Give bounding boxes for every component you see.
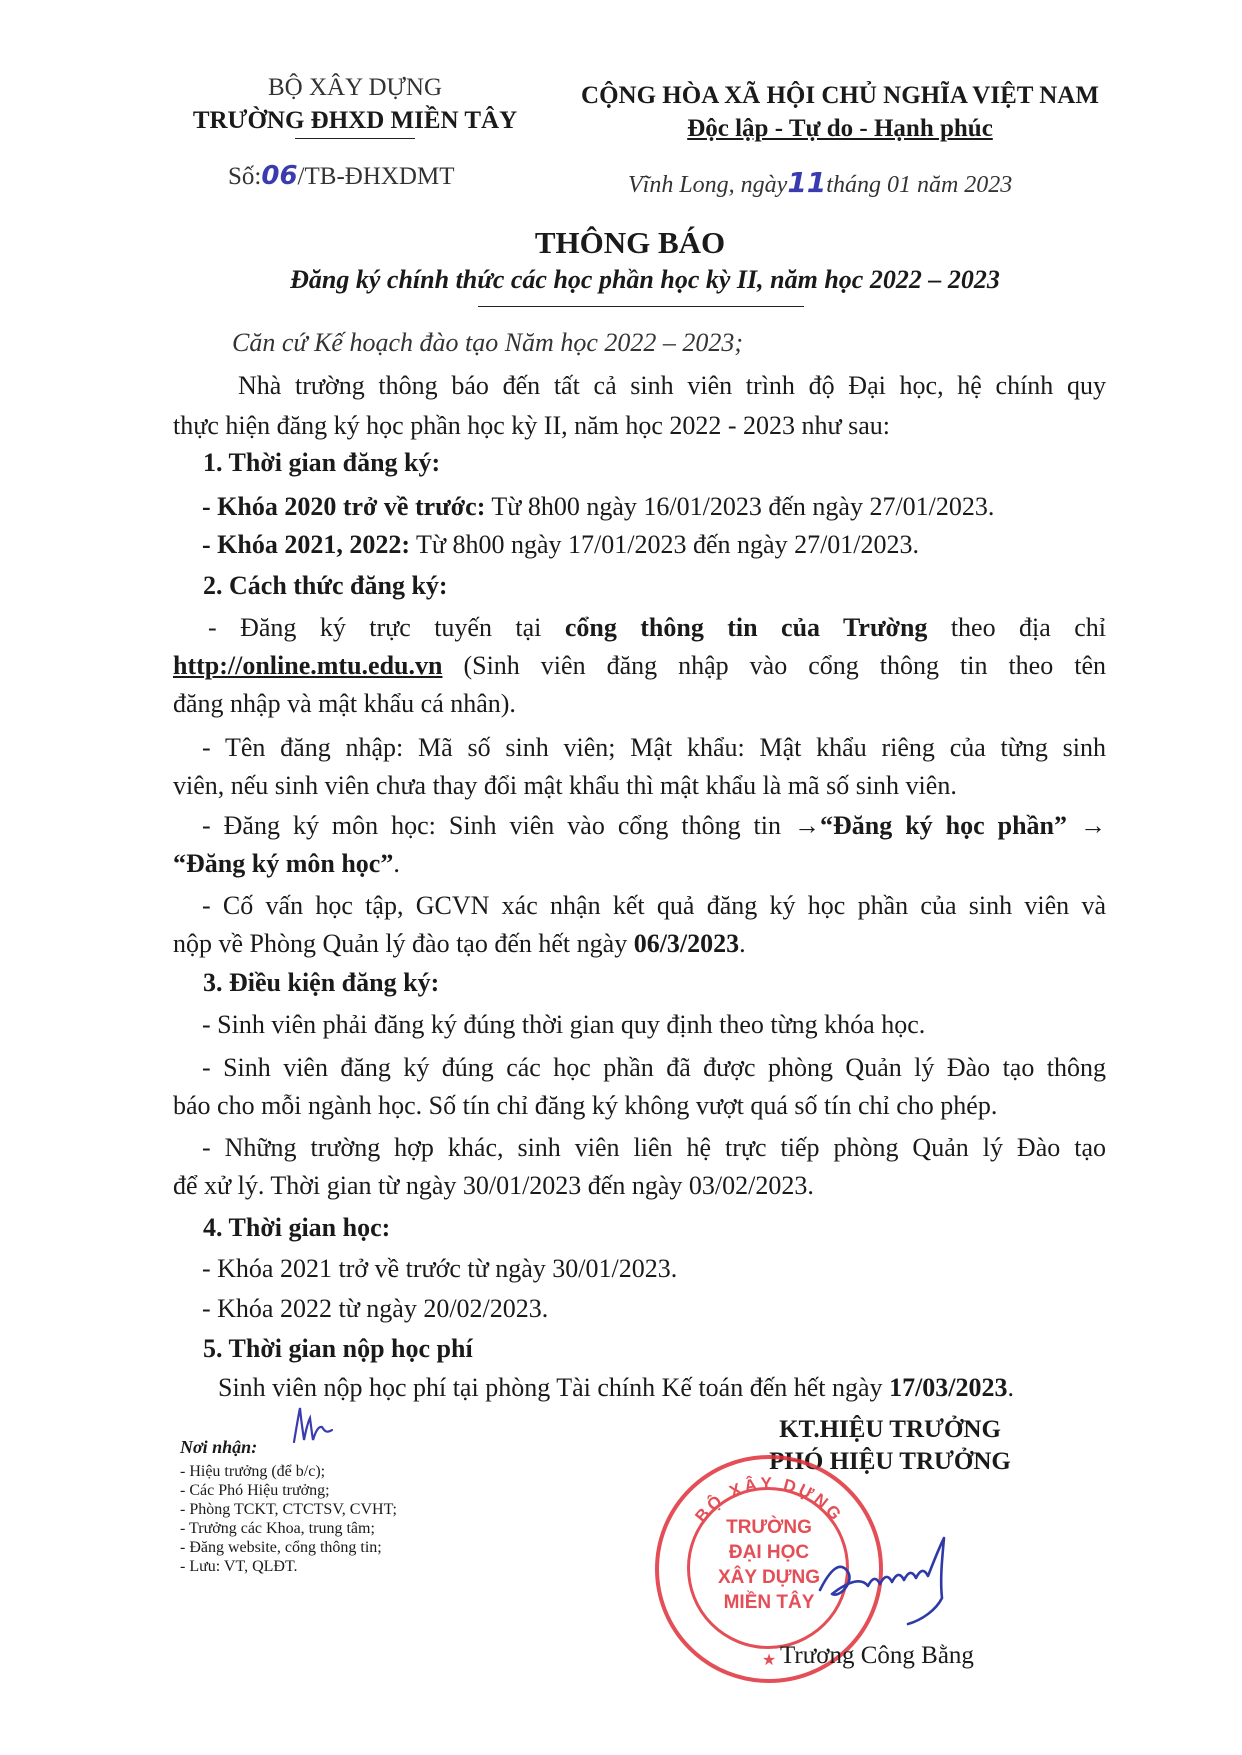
stamp-text: TRƯỜNG ĐẠI HỌC XÂY DỰNG MIỀN TÂY: [718, 1517, 820, 1613]
section-3-item-a: - Sinh viên phải đăng ký đúng thời gian quy định theo từng khóa học.: [202, 1010, 926, 1039]
section-2-item-b-line-1: - Tên đăng nhập: Mã số sinh viên; Mật khẩu: Mật khẩu riêng của từng sinh: [202, 733, 1106, 762]
intro-line-2: thực hiện đăng ký học phần học kỳ II, năm học 2022 - 2023 như sau:: [173, 411, 891, 440]
section-1-item-b: - Khóa 2021, 2022: Từ 8h00 ngày 17/01/2023 đến ngày 27/01/2023.: [202, 530, 920, 559]
section-4-heading: 4. Thời gian học:: [203, 1213, 391, 1242]
recipient-item: - Các Phó Hiệu trưởng;: [180, 1482, 330, 1499]
header-left-underline: [295, 138, 415, 139]
stamp-ring-top: BỘ XÂY DỰNG: [691, 1473, 847, 1526]
handwritten-signature: [810, 1520, 990, 1640]
section-1-heading: 1. Thời gian đăng ký:: [203, 448, 441, 477]
section-2-item-c-line-2: “Đăng ký môn học”.: [173, 849, 400, 878]
stamp-star-icon: ★: [761, 1652, 777, 1669]
school-name: TRƯỜNG ĐHXD MIỀN TÂY: [192, 107, 518, 134]
title-divider: [478, 306, 804, 307]
recipient-item: - Phòng TCKT, CTCTSV, CVHT;: [180, 1501, 397, 1518]
document-title: THÔNG BÁO: [534, 225, 726, 260]
section-5-heading: 5. Thời gian nộp học phí: [203, 1334, 473, 1363]
header-left: [160, 72, 550, 139]
recipient-item: - Trưởng các Khoa, trung tâm;: [180, 1520, 375, 1537]
section-2-item-a-line-3: đăng nhập và mật khẩu cá nhân).: [173, 689, 516, 718]
motto: Độc lập - Tự do - Hạnh phúc: [687, 115, 993, 142]
section-1-item-a: - Khóa 2020 trở về trước: Từ 8h00 ngày 16/01/2023 đến ngày 27/01/2023.: [202, 492, 995, 521]
section-3-item-c-line-2: để xử lý. Thời gian từ ngày 30/01/2023 đến ngày 03/02/2023.: [173, 1171, 814, 1200]
basis-line: Căn cứ Kế hoạch đào tạo Năm học 2022 – 2023;: [232, 328, 744, 357]
document-date: Vĩnh Long, ngày11tháng 01 năm 2023: [628, 166, 1013, 199]
recipients-list: [180, 1462, 397, 1576]
section-2-item-b-line-2: viên, nếu sinh viên chưa thay đổi mật khẩu thì mật khẩu là mã số sinh viên.: [173, 771, 957, 800]
section-2-item-a-line-1: - Đăng ký trực tuyến tại cổng thông tin của Trường theo địa chỉ: [208, 613, 1106, 642]
republic-title: CỘNG HÒA XÃ HỘI CHỦ NGHĨA VIỆT NAM: [581, 82, 1099, 109]
section-5-item-a: Sinh viên nộp học phí tại phòng Tài chính Kế toán đến hết ngày 17/03/2023.: [218, 1373, 1015, 1402]
recipient-item: - Lưu: VT, QLĐT.: [180, 1558, 298, 1575]
section-3-item-c-line-1: - Những trường hợp khác, sinh viên liên hệ trực tiếp phòng Quản lý Đào tạo: [202, 1133, 1106, 1162]
intro-line-1: Nhà trường thông báo đến tất cả sinh viên trình độ Đại học, hệ chính quy: [238, 371, 1106, 400]
signature-title: KT.HIỆU TRƯỞNG PHÓ HIỆU TRƯỞNG: [769, 1416, 1011, 1475]
signer-name: Trương Công Bằng: [780, 1642, 974, 1669]
section-4-item-a: - Khóa 2021 trở về trước từ ngày 30/01/2023.: [202, 1254, 678, 1283]
ministry-name: BỘ XÂY DỰNG: [267, 74, 443, 101]
section-2-item-d-line-1: - Cố vấn học tập, GCVN xác nhận kết quả đăng ký học phần của sinh viên và: [202, 891, 1106, 920]
section-3-heading: 3. Điều kiện đăng ký:: [203, 968, 440, 997]
section-3-item-b-line-1: - Sinh viên đăng ký đúng các học phần đã được phòng Quản lý Đào tạo thông: [202, 1053, 1106, 1082]
section-2-heading: 2. Cách thức đăng ký:: [203, 571, 448, 600]
document-subtitle: Đăng ký chính thức các học phần học kỳ II, năm học 2022 – 2023: [290, 265, 1000, 294]
section-2-item-c-line-1: - Đăng ký môn học: Sinh viên vào cổng thông tin →“Đăng ký học phần” →: [202, 811, 1106, 840]
section-2-item-a-line-2: http://online.mtu.edu.vn (Sinh viên đăng nhập vào cổng thông tin theo tên: [173, 651, 1106, 680]
recipient-item: - Hiệu trưởng (để b/c);: [180, 1463, 326, 1480]
section-2-item-d-line-2: nộp về Phòng Quản lý đào tạo đến hết ngày 06/3/2023.: [173, 929, 746, 958]
header-right: [550, 80, 1130, 146]
initials-scribble: [288, 1400, 340, 1450]
recipient-item: - Đăng website, cổng thông tin;: [180, 1539, 382, 1556]
document-number: Số:06/TB-ĐHXDMT: [228, 161, 455, 191]
handwritten-number: 06: [261, 161, 298, 191]
section-4-item-b: - Khóa 2022 từ ngày 20/02/2023.: [202, 1294, 549, 1323]
section-3-item-b-line-2: báo cho mỗi ngành học. Số tín chỉ đăng ký không vượt quá số tín chỉ cho phép.: [173, 1091, 998, 1120]
recipients-heading: Nơi nhận:: [180, 1437, 258, 1457]
portal-link[interactable]: http://online.mtu.edu.vn: [173, 651, 443, 680]
handwritten-day: 11: [787, 166, 827, 199]
